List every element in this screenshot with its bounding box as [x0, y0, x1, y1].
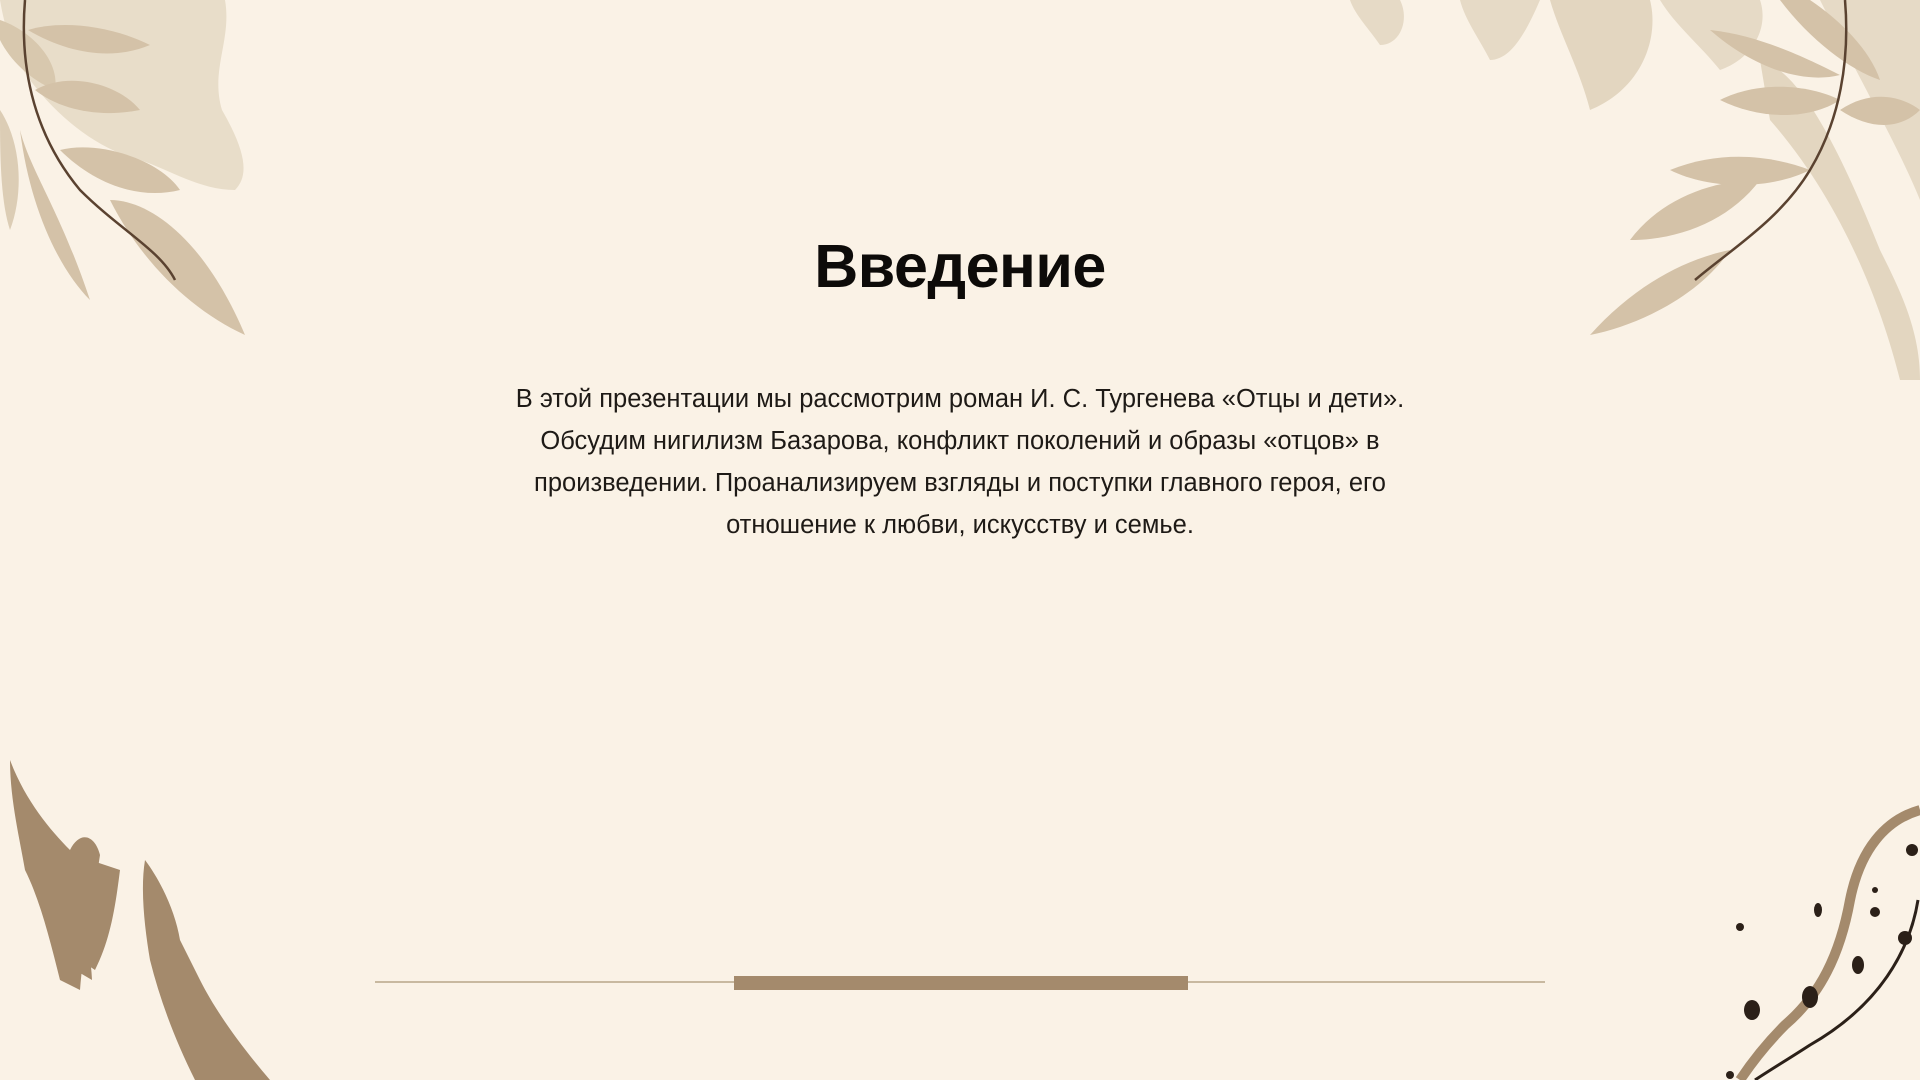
brush-stroke-bottom-left-icon — [0, 740, 300, 1080]
leaf-branch-top-right-icon — [1340, 0, 1920, 380]
slide-body-text: В этой презентации мы рассмотрим роман И. С. Тургенева «Отцы и дети». Обсудим нигилизм Базарова, конфликт поколений и образы «отцов» в произведении. Проанализируем взгляды и поступки главного героя, его отношение к любви, искусству и семье. — [515, 385, 1405, 539]
slide-title: Введение — [814, 232, 1106, 300]
divider-accent-bar — [734, 976, 1188, 990]
swirl-bottom-right-icon — [1700, 790, 1920, 1080]
